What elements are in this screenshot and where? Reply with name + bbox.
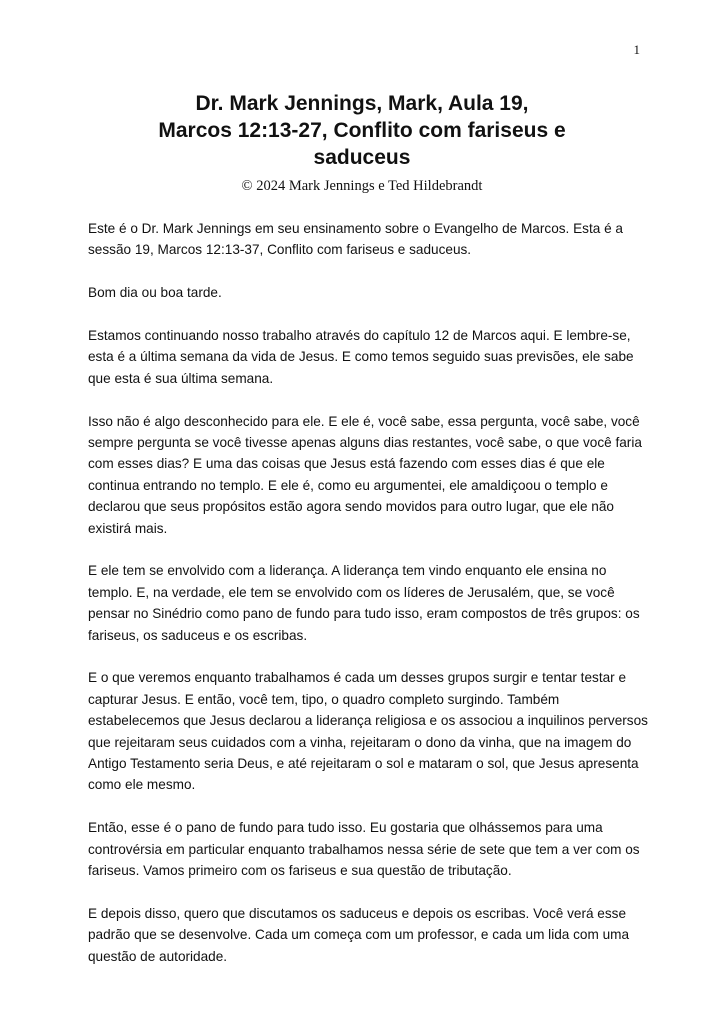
paragraph-background: Então, esse é o pano de fundo para tudo isso. Eu gostaria que olhássemos para uma controvérsia em particular enquanto trabalhamos nessa série de sete que tem a ver com os fariseus. Vamos primeiro com os fariseus e sua questão de tributação. [88,820,640,879]
title-line-3: saduceus [313,146,411,169]
paragraph-greeting: Bom dia ou boa tarde. [88,285,222,301]
paragraph-groups-test: E o que veremos enquanto trabalhamos é cada um desses grupos surgir e tentar testar e capturar Jesus. E então, você tem, tipo, o quadro completo surgindo. Também estabelecemos que Jesus declarou a liderança religiosa e os associou a inquilinos perversos que rejeitaram seus cuidados com a vinha, rejeitaram o dono da vinha, que na imagem do Antigo Testamento seria Deus, e até rejeitaram o sol e mataram o sol, que Jesus apresenta como ele mesmo. [88,670,648,793]
paragraph-pattern: E depois disso, quero que discutamos os saduceus e depois os escribas. Você verá esse padrão que se desenvolve. Cada um começa com um professor, e cada um lida com uma questão de autoridade. [88,905,630,964]
title-line-2: Marcos 12:13-27, Conflito com fariseus e [158,119,566,142]
title-line-1: Dr. Mark Jennings, Mark, Aula 19, [195,92,529,115]
document-title [60,90,664,171]
paragraph-last-days: Isso não é algo desconhecido para ele. E ele é, você sabe, essa pergunta, você sabe, você sempre pergunta se você tivesse apenas alguns dias restantes, você sabe, o que você faria com esses dias? E uma das coisas que Jesus está fazendo com esses dias é que ele continua entrando no templo. E ele é, como eu argumentei, ele amaldiçoou o templo e declarou que seus propósitos estão agora sendo movidos para outro lugar, que ele não existirá mais. [88,413,642,536]
document-body [88,218,648,989]
paragraph-context: Estamos continuando nosso trabalho através do capítulo 12 de Marcos aqui. E lembre-se, esta é a última semana da vida de Jesus. E como temos seguido suas previsões, ele sabe que esta é sua última semana. [88,328,634,386]
page-number: 1 [633,42,640,57]
copyright-line: © 2024 Mark Jennings e Ted Hildebrandt [241,178,483,194]
paragraph-leadership: E ele tem se envolvido com a liderança. A liderança tem vindo enquanto ele ensina no templo. E, na verdade, ele tem se envolvido com os líderes de Jerusalém, que, se você pensar no Sinédrio como pano de fundo para tudo isso, eram compostos de três grupos: os fariseus, os saduceus e os escribas. [88,563,640,643]
paragraph-intro: Este é o Dr. Mark Jennings em seu ensinamento sobre o Evangelho de Marcos. Esta é a sessão 19, Marcos 12:13-37, Conflito com fariseus e saduceus. [88,221,623,258]
